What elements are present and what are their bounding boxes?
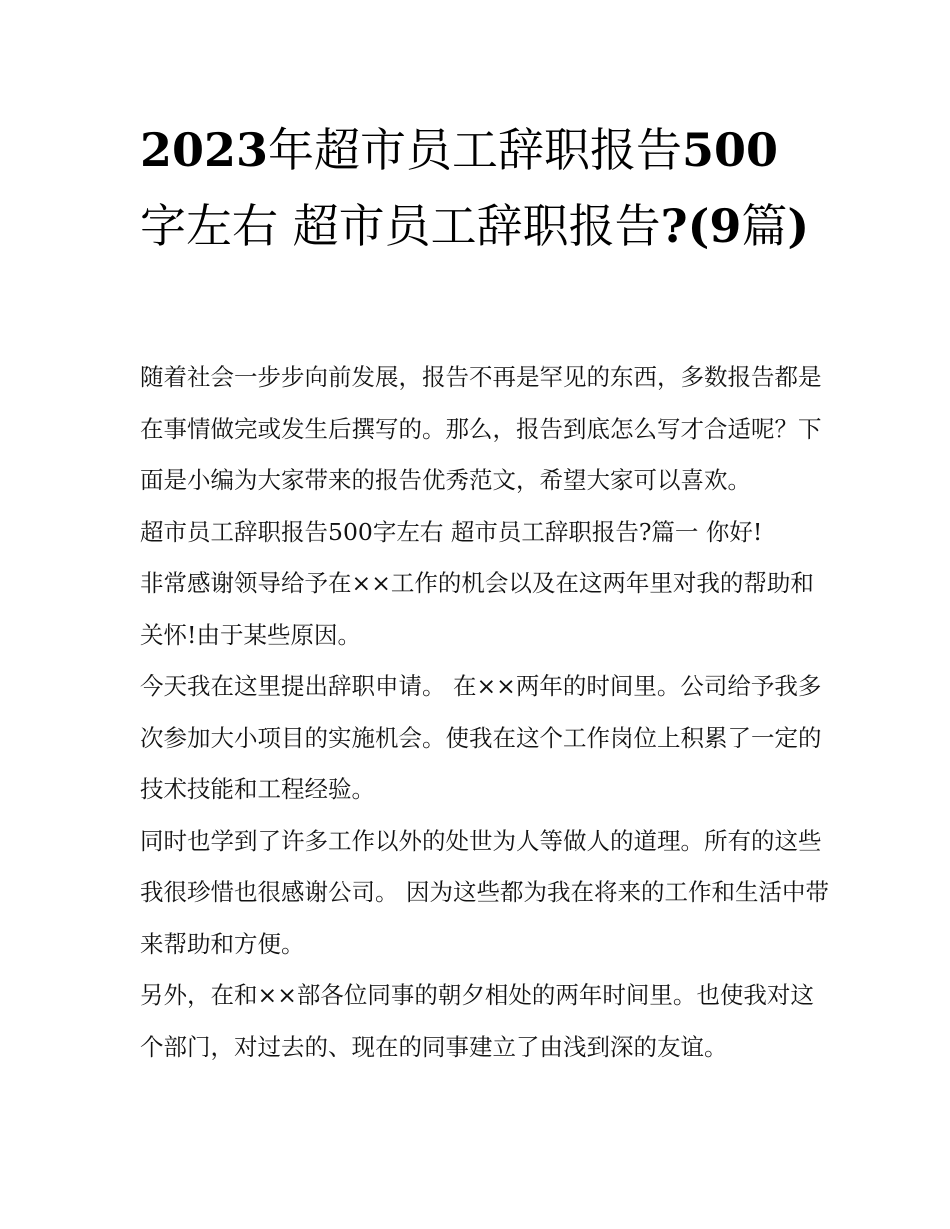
- paragraph-intro: 随着社会一步步向前发展，报告不再是罕见的东西，多数报告都是在事情做完或发生后撰写的。那么，报告到底怎么写才合适呢？下面是小编为大家带来的报告优秀范文，希望大家可以喜欢。: [140, 363, 822, 494]
- document-body: [140, 352, 830, 1073]
- paragraph-colleagues: 另外，在和××部各位同事的朝夕相处的两年时间里。也使我对这个部门，对过去的、现在的同事建立了由浅到深的友谊。: [140, 981, 814, 1061]
- document-title: 2023年超市员工辞职报告500字左右 超市员工辞职报告?(9篇): [140, 123, 810, 253]
- paragraph-learned: 同时也学到了许多工作以外的处世为人等做人的道理。所有的这些我很珍惜也很感谢公司。 因为这些都为我在将来的工作和生活中带来帮助和方便。: [140, 826, 829, 958]
- paragraph-heading-1: 超市员工辞职报告500字左右 超市员工辞职报告?篇一 你好!: [140, 517, 763, 546]
- paragraph-resignation: 今天我在这里提出辞职申请。 在××两年的时间里。公司给予我多次参加大小项目的实施机会。使我在这个工作岗位上积累了一定的技术技能和工程经验。: [140, 672, 822, 803]
- paragraph-thanks: 非常感谢领导给予在××工作的机会以及在这两年里对我的帮助和关怀!由于某些原因。: [140, 569, 814, 649]
